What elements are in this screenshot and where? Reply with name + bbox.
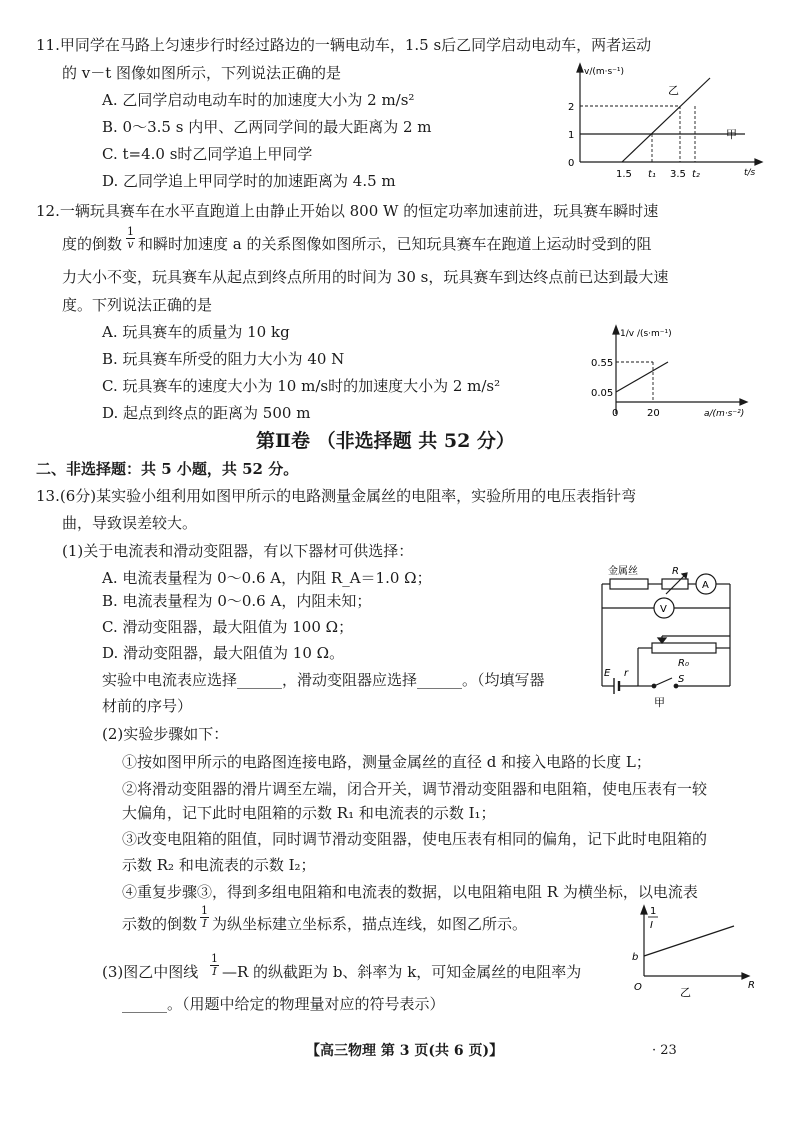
- q13-step2a: ②将滑动变阻器的滑片调至左端，闭合开关，调节滑动变阻器和电阻箱，使电压表有一较: [122, 780, 708, 798]
- battery-e-label: E: [604, 668, 611, 679]
- q11-line-yi-label: 乙: [668, 84, 679, 97]
- circuit-caption: 甲: [654, 696, 665, 709]
- q12-option-d: D. 起点到终点的距离为 500 m: [102, 404, 311, 422]
- q13-step4b-fraction: [200, 905, 209, 930]
- q13-line1: 13.(6分)某实验小组利用如图甲所示的电路测量金属丝的电阻率，实验所用的电压表指针弯: [36, 487, 637, 505]
- q12-xlabel: a/(m·s⁻²): [704, 409, 745, 419]
- q12-ytick-005: 0.05: [591, 388, 614, 399]
- q11-stem-line2: 的 v－t 图像如图所示，下列说法正确的是: [62, 64, 342, 82]
- switch-s-label: S: [678, 674, 685, 685]
- q13-part3-fraction: [210, 953, 219, 978]
- q12-option-a: A. 玩具赛车的质量为 10 kg: [102, 323, 290, 341]
- q13-fill-line1: 实验中电流表应选择______，滑动变阻器应选择______。（均填写器: [102, 671, 545, 689]
- graph-yi-ylabel-num: 1: [650, 906, 657, 917]
- q12-frac-num: 1: [127, 225, 134, 238]
- rheostat-r0: [652, 643, 716, 653]
- q11-xlabel: t/s: [744, 168, 756, 178]
- q12-frac-den: v: [127, 238, 134, 251]
- q13-option-a: A. 电流表量程为 0～0.6 A，内阻 R_A＝1.0 Ω；: [102, 569, 432, 587]
- q13-step3a: ③改变电阻箱的阻值，同时调节滑动变阻器，使电压表有相同的偏角，记下此时电阻箱的: [122, 830, 708, 848]
- q12-line1: 12.一辆玩具赛车在水平直跑道上由静止开始以 800 W 的恒定功率加速前进，玩具赛车瞬时速: [36, 202, 659, 220]
- footer-page-info: 【高三物理 第 3 页(共 6 页)】: [306, 1043, 504, 1059]
- internal-r-label: r: [624, 668, 629, 679]
- q12-xtick-0: 0: [612, 408, 619, 419]
- q13-option-c: C. 滑动变阻器，最大阻值为 100 Ω；: [102, 618, 354, 636]
- q13-step4b-den: I: [202, 917, 207, 930]
- q11-vt-graph: [560, 60, 765, 190]
- section2-title: 第Ⅱ卷 （非选择题 共 52 分）: [256, 430, 515, 452]
- q13-step1: ①按如图甲所示的电路图连接电路，测量金属丝的直径 d 和接入电路的长度 L；: [122, 753, 651, 771]
- q13-part3-post: —R 的纵截距为 b、斜率为 k，可知金属丝的电阻率为: [222, 963, 582, 981]
- q12-ylabel: 1/v /(s·m⁻¹): [620, 329, 672, 339]
- graph-yi-ylabel-den: I: [650, 920, 653, 931]
- r0-label: R₀: [678, 658, 689, 669]
- q12-line4: 度。下列说法正确的是: [62, 296, 213, 314]
- resistance-box: [662, 579, 688, 589]
- resistance-box-label: R: [672, 566, 679, 577]
- footer-page-number: · 23: [652, 1043, 677, 1058]
- q11-option-d: D. 乙同学追上甲同学时的加速距离为 4.5 m: [102, 172, 396, 190]
- q13-part3-num: 1: [211, 952, 218, 965]
- q13-part1: (1)关于电流表和滑动变阻器，有以下器材可供选择：: [62, 542, 414, 560]
- q12-line3: 力大小不变，玩具赛车从起点到终点所用的时间为 30 s，玩具赛车到达终点前已达到最大速: [62, 268, 669, 286]
- q13-line2: 曲，导致误差较大。: [62, 514, 198, 532]
- switch-s: [654, 678, 672, 686]
- q13-step4a: ④重复步骤③，得到多组电阻箱和电流表的数据，以电阻箱电阻 R 为横坐标，以电流表: [122, 883, 698, 901]
- q13-fill-line2: 材前的序号）: [102, 697, 193, 715]
- q11-ytick-2: 2: [568, 102, 575, 113]
- q11-option-a: A. 乙同学启动电动车时的加速度大小为 2 m/s²: [102, 91, 415, 109]
- ammeter-label: A: [702, 580, 709, 591]
- q13-step3b: 示数 R₂ 和电流表的示数 I₂；: [122, 856, 316, 874]
- graph-yi-xlabel: R: [748, 980, 755, 991]
- metal-wire-label: 金属丝: [608, 566, 638, 577]
- q13-part2: (2)实验步骤如下：: [102, 725, 229, 743]
- q13-option-b: B. 电流表量程为 0～0.6 A，内阻未知；: [102, 592, 372, 610]
- q11-stem-line1: 11.甲同学在马路上匀速步行时经过路边的一辆电动车，1.5 s后乙同学启动电动车，两者运动: [36, 36, 652, 54]
- q12-line2-post: 和瞬时加速度 a 的关系图像如图所示，已知玩具赛车在跑道上运动时受到的阻: [138, 235, 652, 253]
- q13-part3-pre: (3)图乙中图线: [102, 963, 199, 981]
- q12-option-b: B. 玩具赛车所受的阻力大小为 40 N: [102, 350, 345, 368]
- graph-yi-intercept-b: b: [632, 952, 639, 963]
- q11-ylabel: v/(m·s⁻¹): [584, 67, 625, 77]
- q11-xtick-3-5: 3.5: [670, 169, 686, 180]
- metal-wire-resistor: [610, 579, 648, 589]
- q12-fraction-1-over-v: [126, 226, 135, 251]
- section2-subtitle: 二、非选择题：共 5 小题，共 52 分。: [36, 460, 299, 478]
- voltmeter-label: V: [660, 604, 667, 615]
- q12-line2-pre: 度的倒数: [62, 235, 123, 253]
- q12-xtick-20: 20: [647, 408, 660, 419]
- q13-step2b: 大偏角，记下此时电阻箱的示数 R₁ 和电流表的示数 I₁；: [122, 804, 496, 822]
- q13-part3-den: I: [212, 965, 217, 978]
- q12-option-c: C. 玩具赛车的速度大小为 10 m/s时的加速度大小为 2 m/s²: [102, 377, 501, 395]
- q11-xtick-t2: t₂: [692, 169, 700, 180]
- q11-option-c: C. t=4.0 s时乙同学追上甲同学: [102, 145, 313, 163]
- q11-xtick-t1: t₁: [648, 169, 656, 180]
- graph-yi-origin: O: [634, 982, 642, 993]
- q11-ytick-1: 1: [568, 130, 575, 141]
- graph-yi-caption: 乙: [680, 986, 691, 999]
- q13-graph-yi: [622, 900, 762, 1000]
- q13-step4b-post: 为纵坐标建立坐标系，描点连线，如图乙所示。: [212, 915, 528, 933]
- q13-option-d: D. 滑动变阻器，最大阻值为 10 Ω。: [102, 644, 345, 662]
- q13-step4b-pre: 示数的倒数: [122, 915, 198, 933]
- q11-line-jia-label: 甲: [726, 128, 737, 141]
- q12-ytick-055: 0.55: [591, 358, 614, 369]
- q11-xtick-1-5: 1.5: [616, 169, 632, 180]
- q13-circuit-diagram-jia: [596, 560, 746, 710]
- q11-option-b: B. 0～3.5 s 内甲、乙两同学间的最大距离为 2 m: [102, 118, 432, 136]
- q11-ytick-0: 0: [568, 158, 575, 169]
- q13-part3-fill: ______。（用题中给定的物理量对应的符号表示）: [122, 995, 445, 1013]
- q13-step4b-num: 1: [201, 904, 208, 917]
- q12-inverse-v-a-graph: [590, 322, 770, 422]
